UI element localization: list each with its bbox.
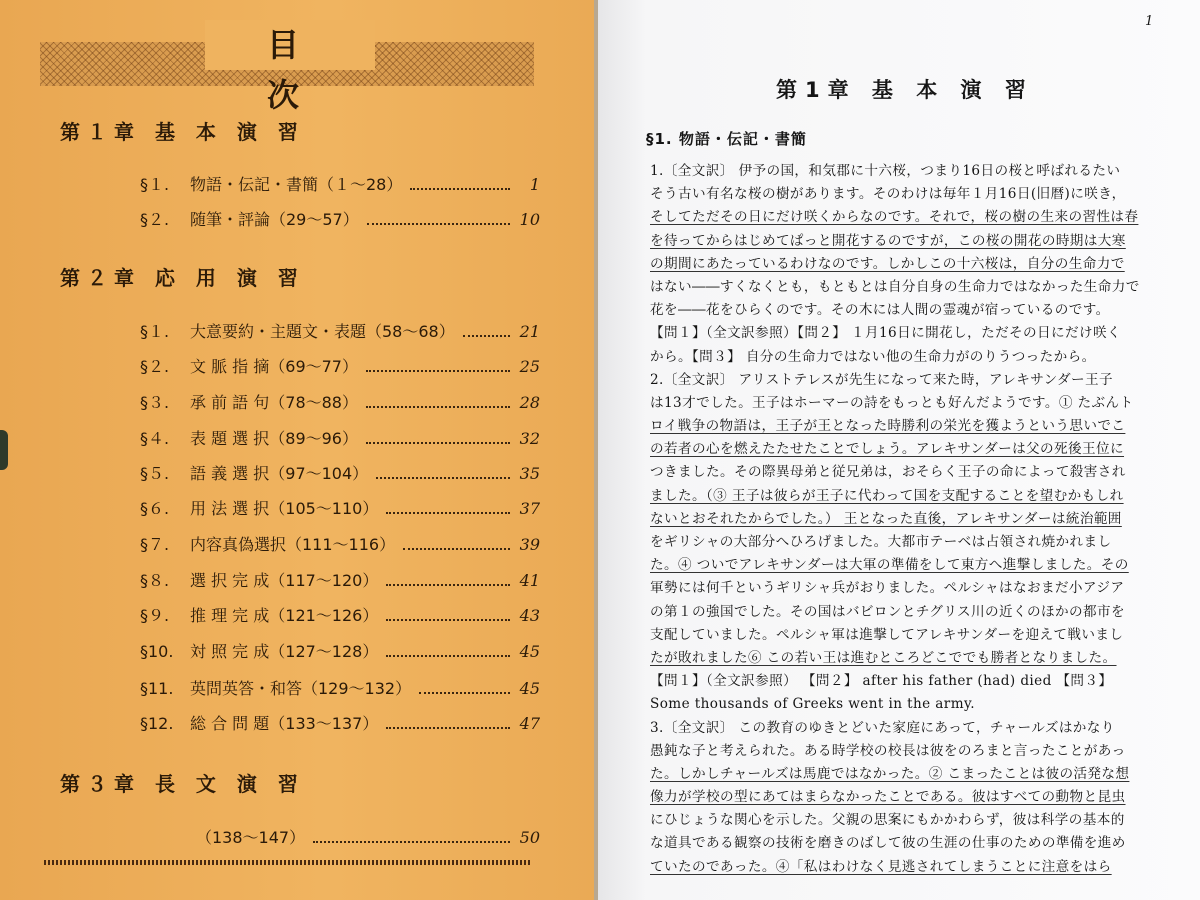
toc-entry[interactable] [140,676,540,699]
toc-bottom-rule [44,860,530,865]
toc-entry-no: §１. [140,322,170,341]
toc-entry-no: §８. [140,571,170,590]
toc-leader-dots [386,727,510,729]
body-line: ないとおそれたからでした。） 王となった直後，アレキサンダーは統治範囲 [650,510,1122,527]
toc-entry-label: 用 法 選 択（105～110） [190,499,379,518]
toc-entry-label: 対 照 完 成（127～128） [190,642,379,661]
toc-chapter-1: 第１章 基 本 演 習 [60,120,305,144]
body-line: 愚鈍な子と考えられた。ある時学校の校長は彼をのろまと言ったことがあっ [650,742,1126,759]
toc-leader-dots [313,841,510,843]
body-line: の第１の強国でした。その国はバビロンとチグリス川の近くのほかの都市を [650,603,1125,620]
body-line: た。しかしチャールズは馬鹿ではなかった。② こまったことは彼の活発な想 [650,765,1130,782]
toc-entry-no: §３. [140,393,170,412]
toc-entry-no: §４. [140,429,170,448]
body-line: Some thousands of Greeks went in the army. [650,696,975,713]
toc-leader-dots [376,477,510,479]
toc-leader-dots [367,223,510,225]
toc-entry-label: 英問英答・和答（129～132） [190,679,412,698]
toc-entry-page: 25 [519,357,540,376]
toc-entry-no: §１. [140,175,170,194]
toc-leader-dots [410,188,510,190]
toc-entry-no: §６. [140,499,170,518]
toc-leader-dots [403,548,510,550]
toc-entry-label: 大意要約・主題文・表題（58～68） [190,322,455,341]
toc-entry[interactable] [140,354,540,377]
toc-entry-page: 45 [519,642,540,661]
body-line: 軍勢には何千というギリシャ兵がおりました。ペルシャはなおまだ小アジア [650,580,1125,597]
toc-entry-no: §２. [140,357,170,376]
page-number: 1 [1145,14,1154,29]
toc-entry-page: 37 [519,499,540,518]
toc-entry-label: 随筆・評論（29～57） [190,210,359,229]
toc-entry[interactable] [140,426,540,449]
toc-entry-label: 選 択 完 成（117～120） [190,571,379,590]
toc-entry[interactable] [140,172,540,195]
toc-entry-no: §12. [140,714,174,733]
toc-entry-label: 語 義 選 択（97～104） [190,464,369,483]
toc-entry-page: 43 [519,606,540,625]
toc-entry[interactable] [140,532,540,555]
body-line: 像力が学校の型にあてはまらなかったことである。彼はすべての動物と昆虫 [650,789,1126,806]
body-line: の期間にあたっているわけなのです。しかしこの十六桜は，自分の生命力で [650,255,1125,272]
toc-leader-dots [463,335,510,337]
body-line: はない――すくなくとも，もともとは自分自身の生命力ではなかった生命力で [650,278,1140,295]
toc-entry[interactable] [140,496,540,519]
toc-entry-page: 47 [519,714,540,733]
toc-entry[interactable] [140,639,540,662]
toc-entry-label: 内容真偽選択（111～116） [190,535,396,554]
toc-entry-label: 推 理 完 成（121～126） [190,606,379,625]
body-line: ていたのであった。④「私はわけなく見逃されてしまうことに注意をはら [650,858,1112,875]
toc-entry[interactable] [140,603,540,626]
toc-leader-dots [419,692,510,694]
toc-leader-dots [386,619,510,621]
body-line: は13才でした。王子はホーマーの詩をもっとも好んだようです。① たぶんト [650,394,1134,411]
body-line: 支配していました。ペルシャ軍は進撃してアレキサンダーを迎えて戦いまし [650,626,1124,643]
body-line: た。④ ついでアレキサンダーは大軍の準備をして東方へ進撃しました。その [650,557,1129,574]
body-line: ロイ戦争の物語は，王子が王となった時勝利の栄光を獲ようという思いでこ [650,418,1126,435]
page-stain [0,430,8,470]
toc-entry[interactable] [196,825,540,848]
toc-leader-dots [366,370,510,372]
toc-leader-dots [386,512,510,514]
body-line: から。【問３】 自分の生命力ではない他の生命力がのりうつったから。 [650,348,1096,365]
toc-entry[interactable] [140,711,540,734]
toc-entry-no: §５. [140,464,170,483]
toc-entry-label: 表 題 選 択（89～96） [190,429,358,448]
toc-entry-page: 28 [519,393,540,412]
section-heading: §1. 物語・伝記・書簡 [646,130,807,148]
body-text [650,160,1160,879]
body-line: 3.〔全文訳〕 この教育のゆきとどいた家庭にあって，チャールズはかなり [650,719,1115,736]
toc-entry-label: 総 合 問 題（133～137） [190,714,379,733]
toc-entry-no: §10. [140,642,174,661]
toc-title: 目 次 [205,20,375,70]
toc-entry[interactable] [140,568,540,591]
body-line: を待ってからはじめてぱっと開花するのですが，この桜の開花の時期は大寒 [650,232,1126,249]
text-page [598,0,1200,900]
body-line: ました。（③ 王子は彼らが王子に代わって国を支配することを望むかもしれ [650,487,1124,504]
toc-entry-no: §11. [140,679,174,698]
toc-entry[interactable] [140,461,540,484]
body-line: の若者の心を燃えたたせたことでしょう。アレキサンダーは父の死後王位に [650,441,1125,458]
toc-entry-label: 文 脈 指 摘（69～77） [190,357,358,376]
toc-entry-no: §７. [140,535,170,554]
toc-entry-label: 承 前 語 句（78～88） [190,393,358,412]
toc-entry-page: 45 [519,679,540,698]
toc-entry-page: 10 [519,210,540,229]
body-line: たが敗れました⑥ この若い王は進むところどこででも勝者となりました。 [650,649,1117,666]
body-line: 2.〔全文訳〕 アリストテレスが先生になって来た時，アレキサンダー王子 [650,371,1114,388]
body-line: 1.〔全文訳〕 伊予の国，和気郡に十六桜，つまり16日の桜と呼ばれるたい [650,163,1121,179]
toc-entry-page: 50 [519,828,540,847]
toc-leader-dots [366,406,510,408]
toc-entry-no: §２. [140,210,170,229]
body-line: 【問１】（全文訳参照）【問２】 １月16日に開花し，ただその日にだけ咲く [650,325,1122,342]
toc-entry[interactable] [140,390,540,413]
toc-leader-dots [366,442,510,444]
toc-entry[interactable] [140,207,540,230]
toc-leader-dots [386,584,510,586]
toc-entry-page: 1 [529,175,540,194]
toc-entry-page: 32 [519,429,540,448]
chapter-heading: 第1章 基 本 演 習 [776,78,1034,102]
toc-entry-page: 41 [519,571,540,590]
toc-entry-label: （138～147） [196,828,306,847]
toc-leader-dots [386,655,510,657]
toc-entry-no: §９. [140,606,170,625]
body-line: 【問１】（全文訳参照） 【問２】 after his father (had) died 【問３】 [650,673,1113,690]
body-line: な道具である観察の技術を磨きのばして彼の生涯の仕事のための準備を進め [650,835,1126,852]
toc-entry[interactable] [140,319,540,342]
body-line: 花を――花をひらくのです。その木には人間の霊魂が宿っているのです。 [650,302,1110,319]
body-line: そう古い有名な桜の樹があります。そのわけは毎年１月16日(旧暦)に咲き， [650,186,1126,203]
toc-chapter-3: 第３章 長 文 演 習 [60,772,305,796]
toc-entry-label: 物語・伝記・書簡（１～28） [190,175,403,194]
body-line: にひじょうな関心を示した。父親の思案にもかかわらず，彼は科学の基本的 [650,812,1125,829]
toc-entry-page: 39 [519,535,540,554]
toc-entry-page: 21 [519,322,540,341]
body-line: をギリシャの大部分へひろげました。大都市テーベは占領され焼かれまし [650,534,1112,550]
body-line: つきました。その際異母弟と従兄弟は，おそらく王子の命によって殺害され [650,464,1126,481]
toc-chapter-2: 第２章 応 用 演 習 [60,266,305,290]
toc-entry-page: 35 [519,464,540,483]
toc-page [0,0,596,900]
body-line: そしてただその日にだけ咲くからなのです。それで，桜の樹の生来の習性は春 [650,209,1139,226]
